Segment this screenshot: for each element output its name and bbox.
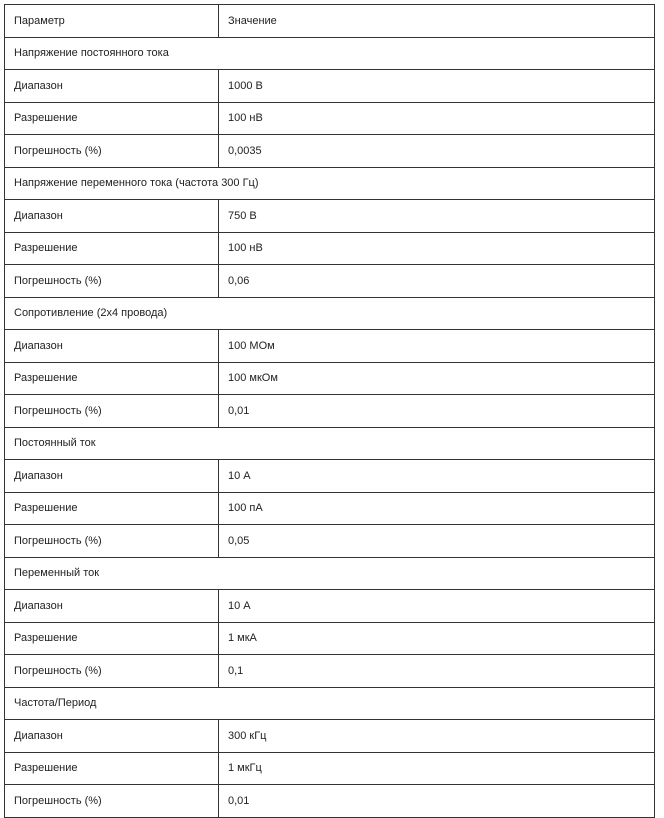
header-value-cell: Значение <box>219 5 655 38</box>
table-row <box>5 590 655 623</box>
value-cell: 750 В <box>219 200 655 233</box>
table-row <box>5 720 655 753</box>
section-row <box>5 427 655 460</box>
section-title: Частота/Период <box>5 687 655 720</box>
section-row <box>5 687 655 720</box>
table-row <box>5 70 655 103</box>
table-row <box>5 395 655 428</box>
table-row <box>5 200 655 233</box>
header-param-cell: Параметр <box>5 5 219 38</box>
value-cell: 100 мкОм <box>219 362 655 395</box>
param-cell: Диапазон <box>5 330 219 363</box>
value-cell: 0,01 <box>219 395 655 428</box>
section-row <box>5 37 655 70</box>
section-row <box>5 297 655 330</box>
section-title: Напряжение переменного тока (частота 300 Гц) <box>5 167 655 200</box>
param-cell: Погрешность (%) <box>5 135 219 168</box>
value-cell: 0,1 <box>219 655 655 688</box>
param-cell: Разрешение <box>5 102 219 135</box>
table-row <box>5 102 655 135</box>
param-cell: Разрешение <box>5 492 219 525</box>
param-cell: Погрешность (%) <box>5 265 219 298</box>
table-row <box>5 492 655 525</box>
value-cell: 0,01 <box>219 785 655 818</box>
section-title: Напряжение постоянного тока <box>5 37 655 70</box>
section-title: Постоянный ток <box>5 427 655 460</box>
value-cell: 10 А <box>219 590 655 623</box>
param-cell: Диапазон <box>5 720 219 753</box>
value-cell: 10 А <box>219 460 655 493</box>
param-cell: Диапазон <box>5 590 219 623</box>
table-row <box>5 460 655 493</box>
section-title: Переменный ток <box>5 557 655 590</box>
param-cell: Разрешение <box>5 752 219 785</box>
param-cell: Разрешение <box>5 622 219 655</box>
param-cell: Погрешность (%) <box>5 785 219 818</box>
value-cell: 100 нВ <box>219 102 655 135</box>
value-cell: 0,05 <box>219 525 655 558</box>
param-cell: Погрешность (%) <box>5 525 219 558</box>
param-cell: Разрешение <box>5 362 219 395</box>
param-cell: Диапазон <box>5 200 219 233</box>
table-row <box>5 785 655 818</box>
value-cell: 100 МОм <box>219 330 655 363</box>
section-row <box>5 167 655 200</box>
table-row <box>5 232 655 265</box>
value-cell: 0,06 <box>219 265 655 298</box>
param-cell: Погрешность (%) <box>5 395 219 428</box>
table-row <box>5 622 655 655</box>
value-cell: 300 кГц <box>219 720 655 753</box>
value-cell: 100 пА <box>219 492 655 525</box>
table-row <box>5 265 655 298</box>
table-row <box>5 655 655 688</box>
value-cell: 1 мкГц <box>219 752 655 785</box>
table-row <box>5 752 655 785</box>
param-cell: Разрешение <box>5 232 219 265</box>
value-cell: 100 нВ <box>219 232 655 265</box>
value-cell: 1 мкА <box>219 622 655 655</box>
section-row <box>5 557 655 590</box>
spec-table <box>4 4 655 818</box>
param-cell: Диапазон <box>5 460 219 493</box>
table-row <box>5 525 655 558</box>
table-row <box>5 330 655 363</box>
spec-table-body <box>5 5 655 818</box>
table-header-row <box>5 5 655 38</box>
value-cell: 1000 В <box>219 70 655 103</box>
value-cell: 0,0035 <box>219 135 655 168</box>
table-row <box>5 362 655 395</box>
table-row <box>5 135 655 168</box>
param-cell: Погрешность (%) <box>5 655 219 688</box>
section-title: Сопротивление (2х4 провода) <box>5 297 655 330</box>
param-cell: Диапазон <box>5 70 219 103</box>
